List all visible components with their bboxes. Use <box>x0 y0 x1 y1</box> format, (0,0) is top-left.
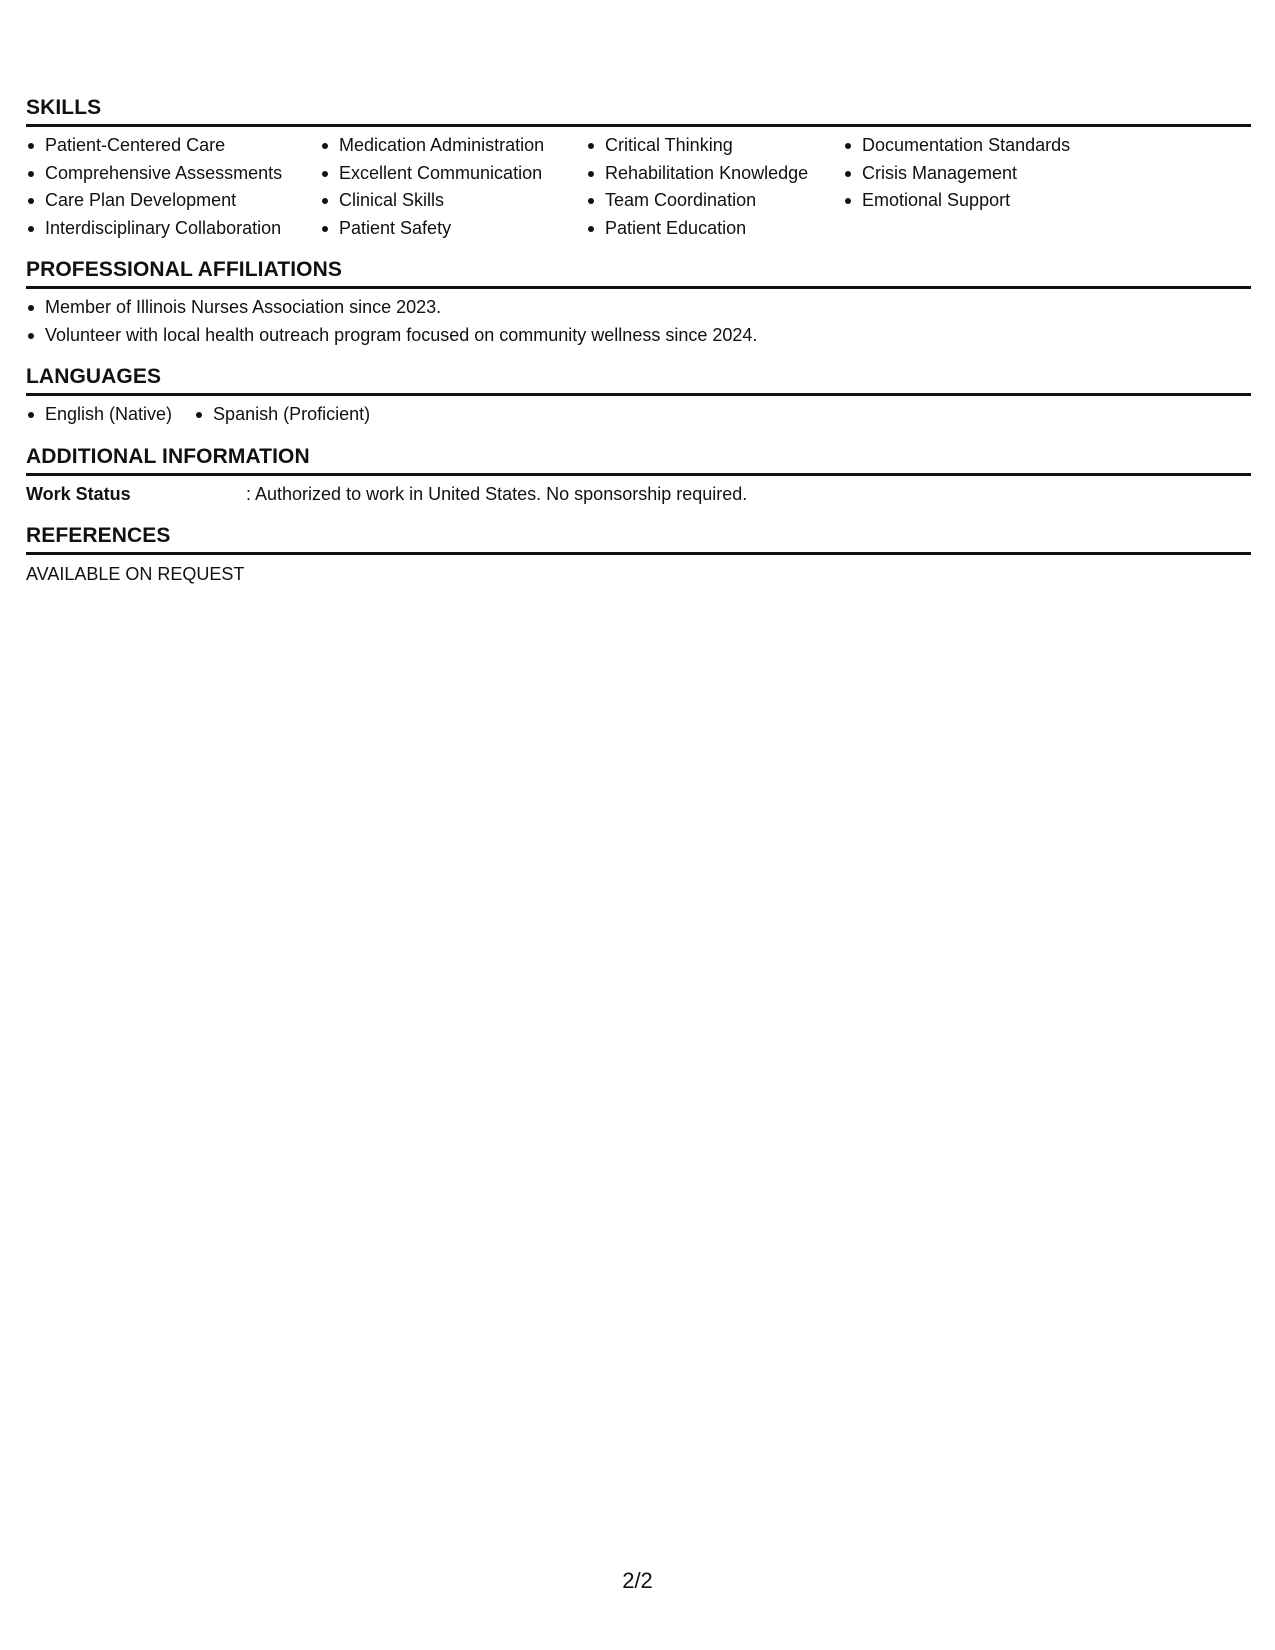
skill-item: Critical Thinking <box>586 132 843 160</box>
page-number: 2/2 <box>622 1568 653 1593</box>
skill-item: Crisis Management <box>843 160 1143 188</box>
additional-info-heading: ADDITIONAL INFORMATION <box>26 444 310 468</box>
section-divider <box>26 473 1251 476</box>
section-divider <box>26 286 1251 289</box>
skill-item: Patient Safety <box>320 215 586 243</box>
references-text: AVAILABLE ON REQUEST <box>26 563 245 584</box>
work-status-value: : Authorized to work in United States. No sponsorship required. <box>246 483 748 504</box>
skill-item: Comprehensive Assessments <box>26 160 320 188</box>
skill-item: Patient-Centered Care <box>26 132 320 160</box>
skill-item: Documentation Standards <box>843 132 1143 160</box>
skill-item: Rehabilitation Knowledge <box>586 160 843 188</box>
skill-item: Interdisciplinary Collaboration <box>26 215 320 243</box>
skills-column-3 <box>586 132 843 242</box>
skill-item: Emotional Support <box>843 187 1143 215</box>
languages-list <box>26 401 1251 429</box>
skill-item: Medication Administration <box>320 132 586 160</box>
skill-item: Care Plan Development <box>26 187 320 215</box>
additional-info-section <box>26 443 1251 508</box>
affiliation-item: Volunteer with local health outreach program focused on community wellness since 2024. <box>26 322 1251 350</box>
work-status-label: Work Status <box>26 483 131 504</box>
language-item: English (Native) <box>26 401 172 429</box>
affiliations-list <box>26 294 1251 349</box>
work-status-row <box>26 481 1251 508</box>
references-heading: REFERENCES <box>26 523 171 547</box>
affiliations-heading: PROFESSIONAL AFFILIATIONS <box>26 258 342 281</box>
skills-column-1 <box>26 132 320 242</box>
languages-heading: LANGUAGES <box>26 365 162 388</box>
section-divider <box>26 393 1251 396</box>
affiliations-section <box>26 256 1251 349</box>
section-divider <box>26 552 1251 555</box>
skills-column-4 <box>843 132 1143 242</box>
section-divider <box>26 124 1251 127</box>
resume-page <box>26 94 1251 588</box>
skills-column-2 <box>320 132 586 242</box>
language-item: Spanish (Proficient) <box>194 401 370 429</box>
languages-section <box>26 363 1251 429</box>
references-section <box>26 522 1251 588</box>
skills-heading: SKILLS <box>26 96 102 119</box>
skill-item: Excellent Communication <box>320 160 586 188</box>
skill-item: Patient Education <box>586 215 843 243</box>
skills-section <box>26 94 1251 242</box>
skill-item: Clinical Skills <box>320 187 586 215</box>
skill-item: Team Coordination <box>586 187 843 215</box>
skills-grid <box>26 132 1251 242</box>
affiliation-item: Member of Illinois Nurses Association since 2023. <box>26 294 1251 322</box>
